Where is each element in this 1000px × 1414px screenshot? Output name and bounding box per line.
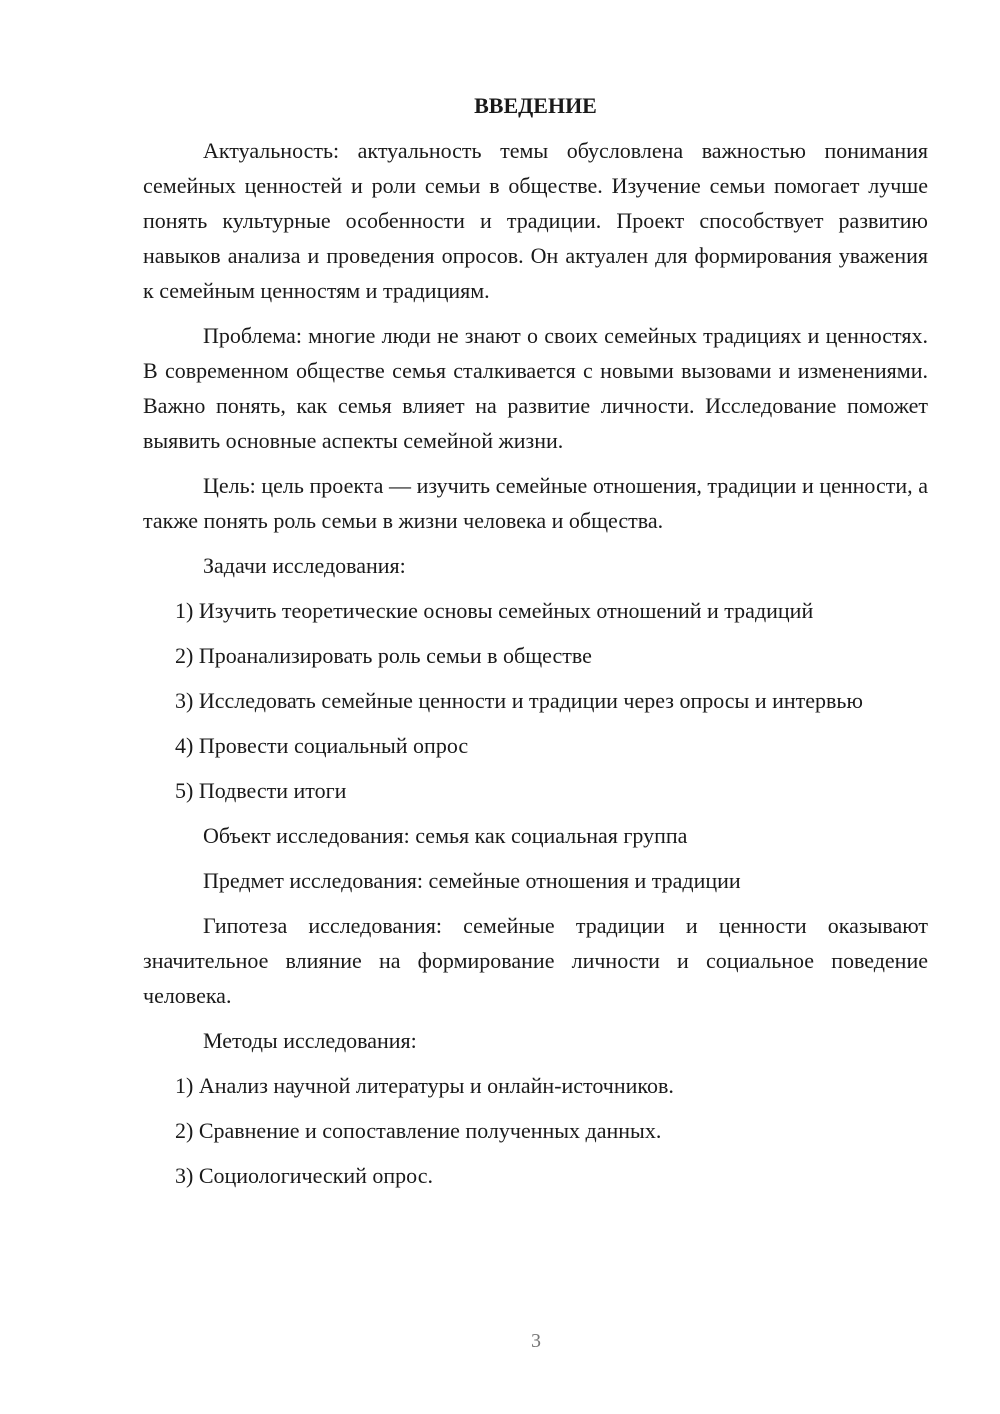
- document-page: [143, 88, 928, 1193]
- task-item-3: 3) Исследовать семейные ценности и традиции через опросы и интервью: [175, 688, 863, 713]
- task-item-5: 5) Подвести итоги: [175, 778, 347, 803]
- paragraph-object: Объект исследования: семья как социальная группа: [203, 823, 688, 848]
- page-number: 3: [531, 1330, 541, 1352]
- paragraph-problem: Проблема: многие люди не знают о своих семейных традициях и ценностях. В современном обществе семья сталкивается с новыми вызовами и изменениями. Важно понять, как семья влияет на развитие личности. Исследование поможет выявить основные аспекты семейной жизни.: [143, 323, 928, 453]
- method-item-2: 2) Сравнение и сопоставление полученных данных.: [175, 1118, 662, 1143]
- task-item-4: 4) Провести социальный опрос: [175, 733, 469, 758]
- paragraph-subject: Предмет исследования: семейные отношения и традиции: [203, 868, 741, 893]
- paragraph-relevance: Актуальность: актуальность темы обусловлена важностью понимания семейных ценностей и роли семьи в обществе. Изучение семьи помогает лучше понять культурные особенности и традиции. Проект способствует развитию навыков анализа и проведения опросов. Он актуален для формирования уважения к семейным ценностям и традициям.: [143, 138, 928, 303]
- task-item-2: 2) Проанализировать роль семьи в обществе: [175, 643, 592, 668]
- methods-heading: Методы исследования:: [203, 1028, 417, 1053]
- section-title: ВВЕДЕНИЕ: [474, 93, 597, 118]
- task-item-1: 1) Изучить теоретические основы семейных отношений и традиций: [175, 598, 814, 623]
- method-item-1: 1) Анализ научной литературы и онлайн-источников.: [175, 1073, 674, 1098]
- method-item-3: 3) Социологический опрос.: [175, 1163, 433, 1188]
- tasks-heading: Задачи исследования:: [203, 553, 406, 578]
- paragraph-hypothesis: Гипотеза исследования: семейные традиции и ценности оказывают значительное влияние на формирование личности и социальное поведение человека.: [143, 913, 928, 1008]
- paragraph-goal: Цель: цель проекта — изучить семейные отношения, традиции и ценности, а также понять роль семьи в жизни человека и общества.: [143, 473, 928, 533]
